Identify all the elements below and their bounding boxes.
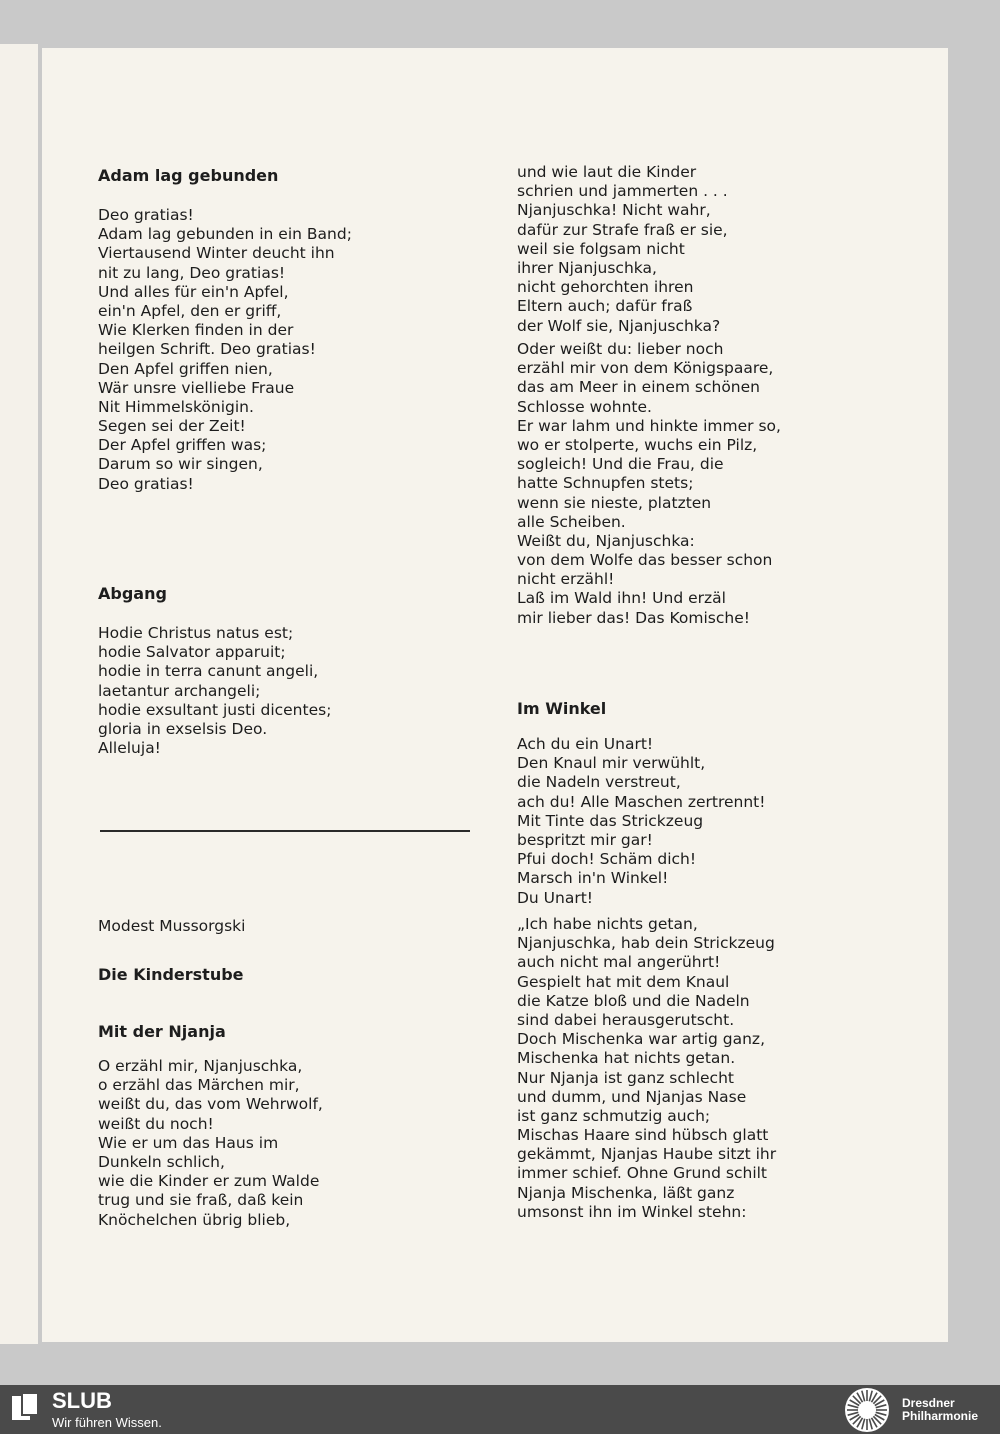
verse-line: Ach du ein Unart! [517,735,654,753]
verse-line: erzähl mir von dem Königspaare, [517,359,774,378]
verse-line: Doch Mischenka war artig ganz, [517,1030,765,1049]
verse-line: bespritzt mir gar! [517,830,653,849]
verse-line: und dumm, und Njanjas Nase [517,1087,747,1106]
verse-line: nicht gehorchten ihren [517,278,694,297]
verse-line: nicht erzähl! [517,570,615,589]
section-heading: Mit der Njanja [98,1022,226,1041]
verse-line: laetantur archangeli; [98,681,261,700]
verse-line: dafür zur Strafe fraß er sie, [517,220,728,239]
verse-line: alle Scheiben. [517,512,626,531]
verse-line: das am Meer in einem schönen [517,378,760,397]
stanza [98,1057,323,1230]
philharmonie-name [902,1397,978,1423]
verse-line: der Wolf sie, Njanjuschka? [517,316,721,335]
verse-line: schrien und jammerten . . . [517,182,728,201]
verse-line: Knöchelchen übrig blieb, [98,1210,291,1229]
section-heading: Im Winkel [517,699,607,718]
verse-line: Oder weißt du: lieber noch [517,340,724,358]
verse-line: heilgen Schrift. Deo gratias! [98,340,316,359]
verse-line: Marsch in'n Winkel! [517,869,669,888]
verse-line: wo er stolperte, wuchs ein Pilz, [517,435,758,454]
stanza [517,163,728,336]
verse-line: Gespielt hat mit dem Knaul [517,972,730,991]
verse-line: Nur Njanja ist ganz schlecht [517,1068,734,1087]
verse-line: Njanjuschka! Nicht wahr, [517,201,711,220]
slub-name: SLUB [52,1388,112,1413]
verse-line: auch nicht mal angerührt! [517,953,721,972]
philharmonie-name-line2: Philharmonie [902,1409,979,1423]
verse-line: umsonst ihn im Winkel stehn: [517,1202,747,1221]
section-heading: Die Kinderstube [98,965,244,984]
verse-line: Weißt du, Njanjuschka: [517,531,695,550]
verse-line: sogleich! Und die Frau, die [517,455,724,474]
verse-line: o erzähl das Märchen mir, [98,1076,300,1095]
verse-line: Mischas Haare sind hübsch glatt [517,1126,769,1145]
verse-line: Du Unart! [517,888,594,907]
verse-line: mir lieber das! Das Komische! [517,608,750,627]
stanza [98,624,331,758]
verse-line: Mit Tinte das Strickzeug [517,811,704,830]
verse-line: hodie Salvator apparuit; [98,643,286,662]
verse-line: wie die Kinder er zum Walde [98,1172,320,1191]
verse-line: sind dabei herausgerutscht. [517,1010,735,1029]
stanza [98,206,352,494]
verse-line: Den Knaul mir verwühlt, [517,754,706,773]
verse-line: die Katze bloß und die Nadeln [517,991,750,1010]
section-heading: Abgang [98,584,167,603]
verse-line: hodie exsultant justi dicentes; [98,700,332,719]
verse-line: ihrer Njanjuschka, [517,258,657,277]
stanza [517,340,781,628]
verse-line: wenn sie nieste, platzten [517,493,712,512]
verse-line: Dunkeln schlich, [98,1152,225,1171]
verse-line: ach du! Alle Maschen zertrennt! [517,792,766,811]
verse-line: hatte Schnupfen stets; [517,474,694,493]
verse-line: ein'n Apfel, den er griff, [98,301,282,320]
verse-line: Wie Klerken finden in der [98,321,294,340]
separator-rule [100,830,470,832]
verse-line: Njanjuschka, hab dein Strickzeug [517,934,775,953]
left-page-edge [0,44,38,1344]
verse-line: Schlosse wohnte. [517,397,652,416]
verse-line: Der Apfel griffen was; [98,436,267,455]
footer-bar [0,1385,1000,1434]
verse-line: Wär unsre vielliebe Fraue [98,378,295,397]
verse-line: Wie er um das Haus im [98,1133,279,1152]
verse-line: ist ganz schmutzig auch; [517,1106,711,1125]
verse-line: weil sie folgsam nicht [517,239,685,258]
philharmonie-name-line1: Dresdner [902,1396,955,1410]
verse-line: immer schief. Ohne Grund schilt [517,1164,768,1183]
verse-line: Nit Himmelskönigin. [98,397,254,416]
verse-line: Pfui doch! Schäm dich! [517,850,697,869]
verse-line: Eltern auch; dafür fraß [517,297,693,316]
verse-line: Darum so wir singen, [98,455,263,474]
verse-line: die Nadeln verstreut, [517,773,681,792]
verse-line: weißt du, das vom Wehrwolf, [98,1095,323,1114]
verse-line: Hodie Christus natus est; [98,624,294,642]
verse-line: Mischenka hat nichts getan. [517,1049,736,1068]
verse-line: „Ich habe nichts getan, [517,915,698,933]
verse-line: Den Apfel griffen nien, [98,359,273,378]
verse-line: nit zu lang, Deo gratias! [98,263,286,282]
composer-name: Modest Mussorgski [98,917,246,935]
verse-line: weißt du noch! [98,1114,214,1133]
slub-logo-icon [10,1392,40,1422]
verse-line: gekämmt, Njanjas Haube sitzt ihr [517,1145,777,1164]
slub-slogan: Wir führen Wissen. [52,1415,162,1430]
verse-line: und wie laut die Kinder [517,163,697,181]
verse-line: hodie in terra canunt angeli, [98,662,319,681]
verse-line: Alleluja! [98,739,161,758]
verse-line: Er war lahm und hinkte immer so, [517,416,781,435]
verse-line: Adam lag gebunden in ein Band; [98,225,352,244]
verse-line: Viertausend Winter deucht ihn [98,244,335,263]
philharmonie-logo-icon [843,1387,891,1433]
verse-line: Njanja Mischenka, läßt ganz [517,1183,735,1202]
verse-line: Segen sei der Zeit! [98,417,246,436]
verse-line: O erzähl mir, Njanjuschka, [98,1057,303,1075]
stanza [517,735,765,908]
verse-line: Deo gratias! [98,474,194,493]
verse-line: trug und sie fraß, daß kein [98,1191,304,1210]
verse-line: Und alles für ein'n Apfel, [98,282,289,301]
verse-line: von dem Wolfe das besser schon [517,551,773,570]
section-heading: Adam lag gebunden [98,166,279,185]
stanza [517,915,776,1222]
verse-line: Laß im Wald ihn! Und erzäl [517,589,726,608]
verse-line: gloria in exselsis Deo. [98,719,268,738]
verse-line: Deo gratias! [98,206,194,224]
